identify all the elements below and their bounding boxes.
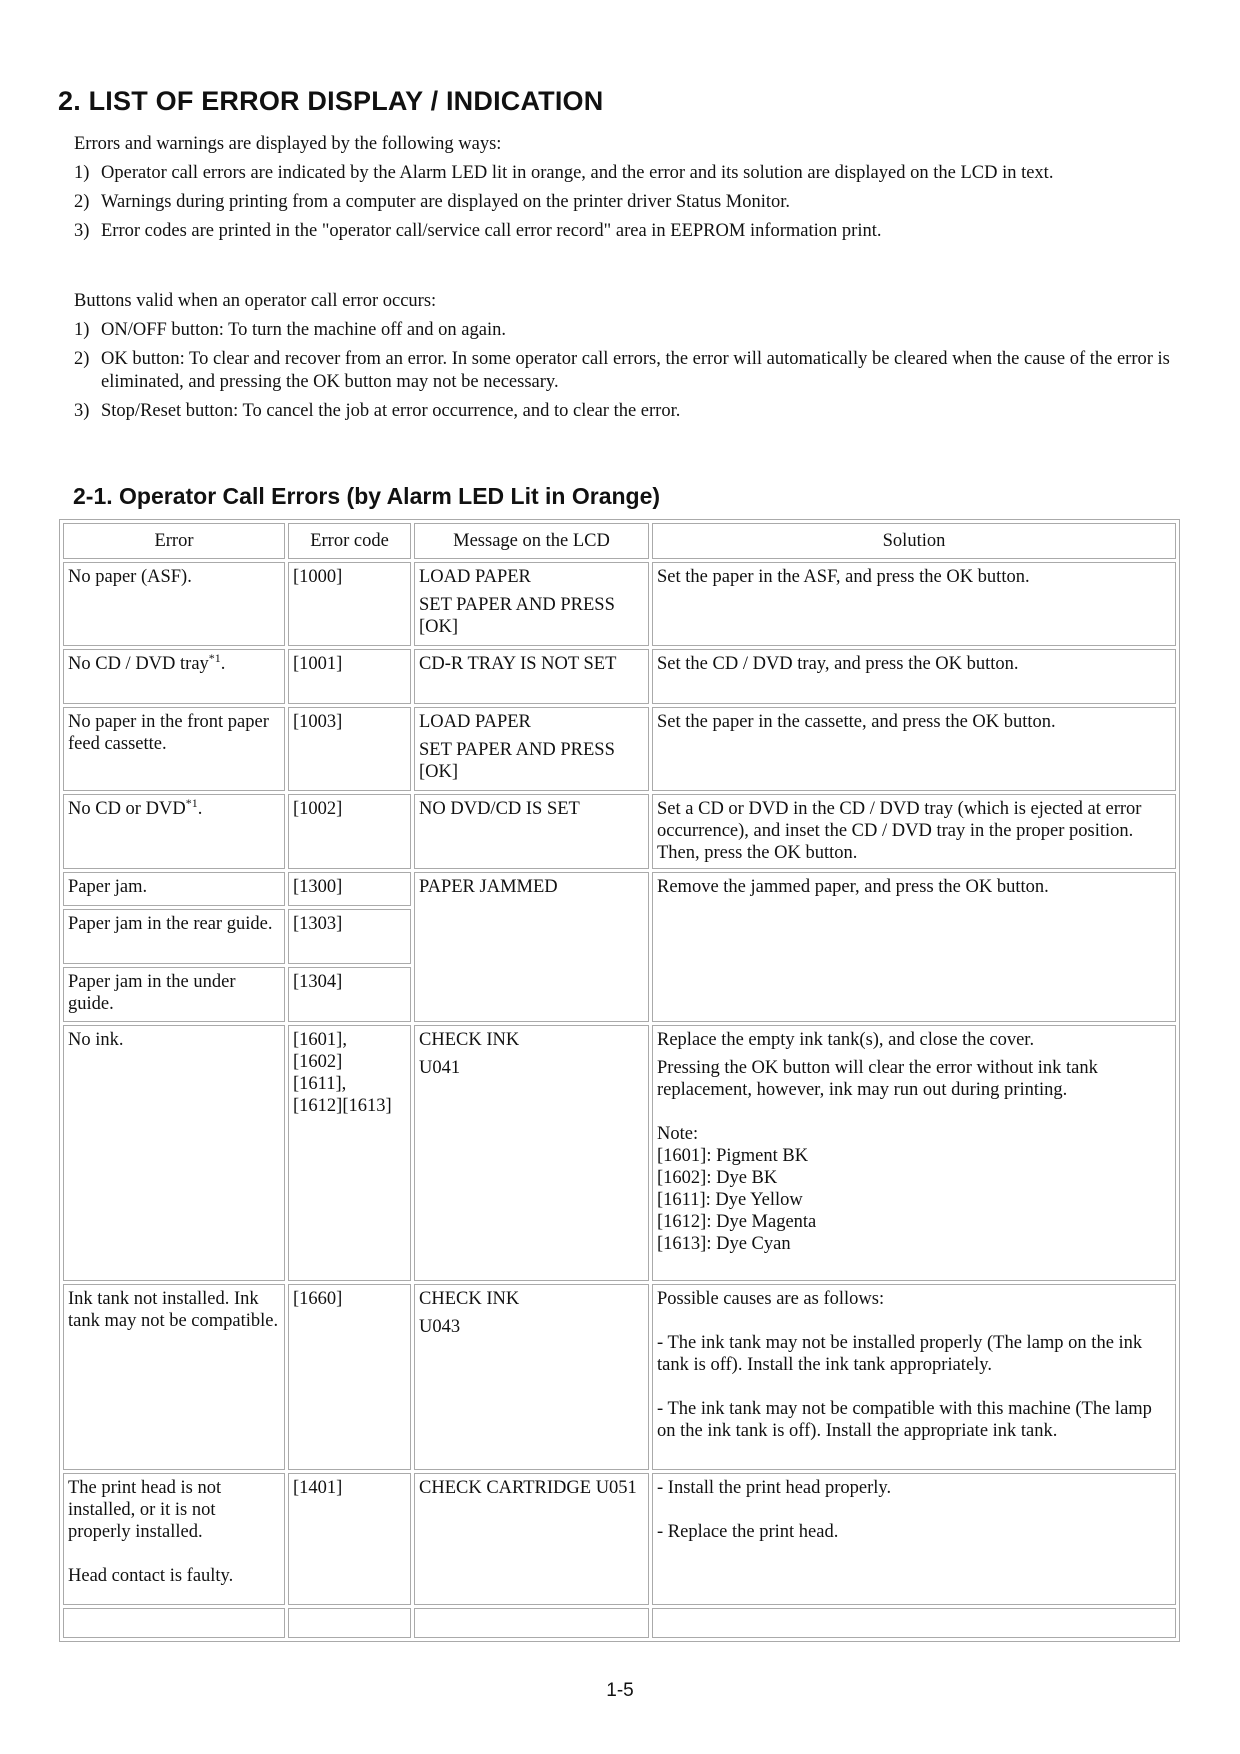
table-row — [63, 707, 1176, 791]
list-item: 2) Warnings during printing from a computer are displayed on the printer driver Status Monitor. — [74, 192, 791, 212]
buttons-block — [74, 290, 1184, 423]
table-row — [63, 872, 1176, 906]
cell-code: [1401] — [288, 1473, 411, 1605]
list-item: 1) Operator call errors are indicated by the Alarm LED lit in orange, and the error and its solution are displayed on the LCD in text. — [74, 163, 1054, 183]
list-item: 1) ON/OFF button: To turn the machine off and on again. — [74, 320, 506, 340]
table-row — [63, 1473, 1176, 1605]
cell-error: No CD or DVD$^{*1}$. — [63, 794, 285, 869]
cell-error — [63, 1608, 285, 1638]
cell-message: CHECK INK U043 — [414, 1284, 649, 1470]
cell-message: LOAD PAPER SET PAPER AND PRESS [OK] — [414, 707, 649, 791]
table-row — [63, 794, 1176, 869]
operator-call-errors-table — [59, 519, 1180, 1642]
cell-solution: Set the paper in the ASF, and press the OK button. — [652, 562, 1176, 646]
cell-code: [1001] — [288, 649, 411, 704]
cell-code: [1601], [1602] [1611], [1612][1613] — [288, 1025, 411, 1281]
cell-solution: Set a CD or DVD in the CD / DVD tray (which is ejected at error occurrence), and inset the CD / DVD tray in the proper position. Then, press the OK button. — [652, 794, 1176, 869]
cell-solution — [652, 1608, 1176, 1638]
cell-message: LOAD PAPER SET PAPER AND PRESS [OK] — [414, 562, 649, 646]
cell-solution: Replace the empty ink tank(s), and close the cover. Pressing the OK button will clear the error without ink tank replacement, however, ink may run out during printing. Note: [1601]: Pigment BK [1602]: Dye BK [1611]: Dye Yellow [1612]: Dye Magenta [1613]: Dye Cyan — [652, 1025, 1176, 1281]
page-number: 1-5 — [606, 1680, 634, 1701]
cell-code: [1304] — [288, 967, 411, 1022]
intro-block — [74, 133, 1053, 243]
header-message: Message on the LCD — [414, 523, 649, 559]
intro-lead: Errors and warnings are displayed by the following ways: — [74, 134, 502, 154]
cell-code: [1303] — [288, 909, 411, 964]
table-row — [63, 1025, 1176, 1281]
list-item: 3) Stop/Reset button: To cancel the job at error occurrence, and to clear the error. — [74, 401, 681, 421]
header-solution: Solution — [652, 523, 1176, 559]
cell-solution: - Install the print head properly. - Replace the print head. — [652, 1473, 1176, 1605]
cell-code: [1000] — [288, 562, 411, 646]
table-row — [63, 1284, 1176, 1470]
cell-message: CD-R TRAY IS NOT SET — [414, 649, 649, 704]
cell-error: Paper jam in the rear guide. — [63, 909, 285, 964]
list-item: 3) Error codes are printed in the "operator call/service call error record" area in EEPROM information print. — [74, 221, 882, 241]
cell-error: Paper jam in the under guide. — [63, 967, 285, 1022]
cell-message: CHECK CARTRIDGE U051 — [414, 1473, 649, 1605]
cell-message: CHECK INK U041 — [414, 1025, 649, 1281]
cell-solution: Set the paper in the cassette, and press the OK button. — [652, 707, 1176, 791]
cell-error: No paper in the front paper feed cassette. — [63, 707, 285, 791]
table-row — [63, 562, 1176, 646]
cell-error: No CD / DVD tray$^{*1}$. — [63, 649, 285, 704]
buttons-lead: Buttons valid when an operator call error occurs: — [74, 291, 437, 311]
cell-code: [1003] — [288, 707, 411, 791]
cell-error: No ink. — [63, 1025, 285, 1281]
cell-code: [1660] — [288, 1284, 411, 1470]
cell-message: PAPER JAMMED — [414, 872, 649, 1022]
cell-error: Paper jam. — [63, 872, 285, 906]
cell-error: No paper (ASF). — [63, 562, 285, 646]
cell-code: [1002] — [288, 794, 411, 869]
table-header-row — [63, 523, 1176, 559]
page-title: 2. LIST OF ERROR DISPLAY / INDICATION — [58, 86, 604, 116]
cell-solution: Remove the jammed paper, and press the OK button. — [652, 872, 1176, 1022]
cell-message: NO DVD/CD IS SET — [414, 794, 649, 869]
list-item: 2) OK button: To clear and recover from an error. In some operator call errors, the error will automatically be cleared when the cause of the error is eliminated, and pressing the OK button may not be necessary. — [74, 349, 1170, 392]
cell-error: The print head is not installed, or it is not properly installed. Head contact is faulty. — [63, 1473, 285, 1605]
cell-code — [288, 1608, 411, 1638]
cell-code: [1300] — [288, 872, 411, 906]
table-row — [63, 1608, 1176, 1638]
section-title: 2-1. Operator Call Errors (by Alarm LED Lit in Orange) — [73, 483, 661, 509]
cell-solution: Set the CD / DVD tray, and press the OK button. — [652, 649, 1176, 704]
header-error-code: Error code — [288, 523, 411, 559]
cell-error: Ink tank not installed. Ink tank may not be compatible. — [63, 1284, 285, 1470]
cell-message — [414, 1608, 649, 1638]
header-error: Error — [63, 523, 285, 559]
cell-solution: Possible causes are as follows: - The ink tank may not be installed properly (The lamp on the ink tank is off). Install the ink tank appropriately. - The ink tank may not be compatible with this machine (The lamp on the ink tank is off). Install the appropriate ink tank. — [652, 1284, 1176, 1470]
table-row — [63, 649, 1176, 704]
